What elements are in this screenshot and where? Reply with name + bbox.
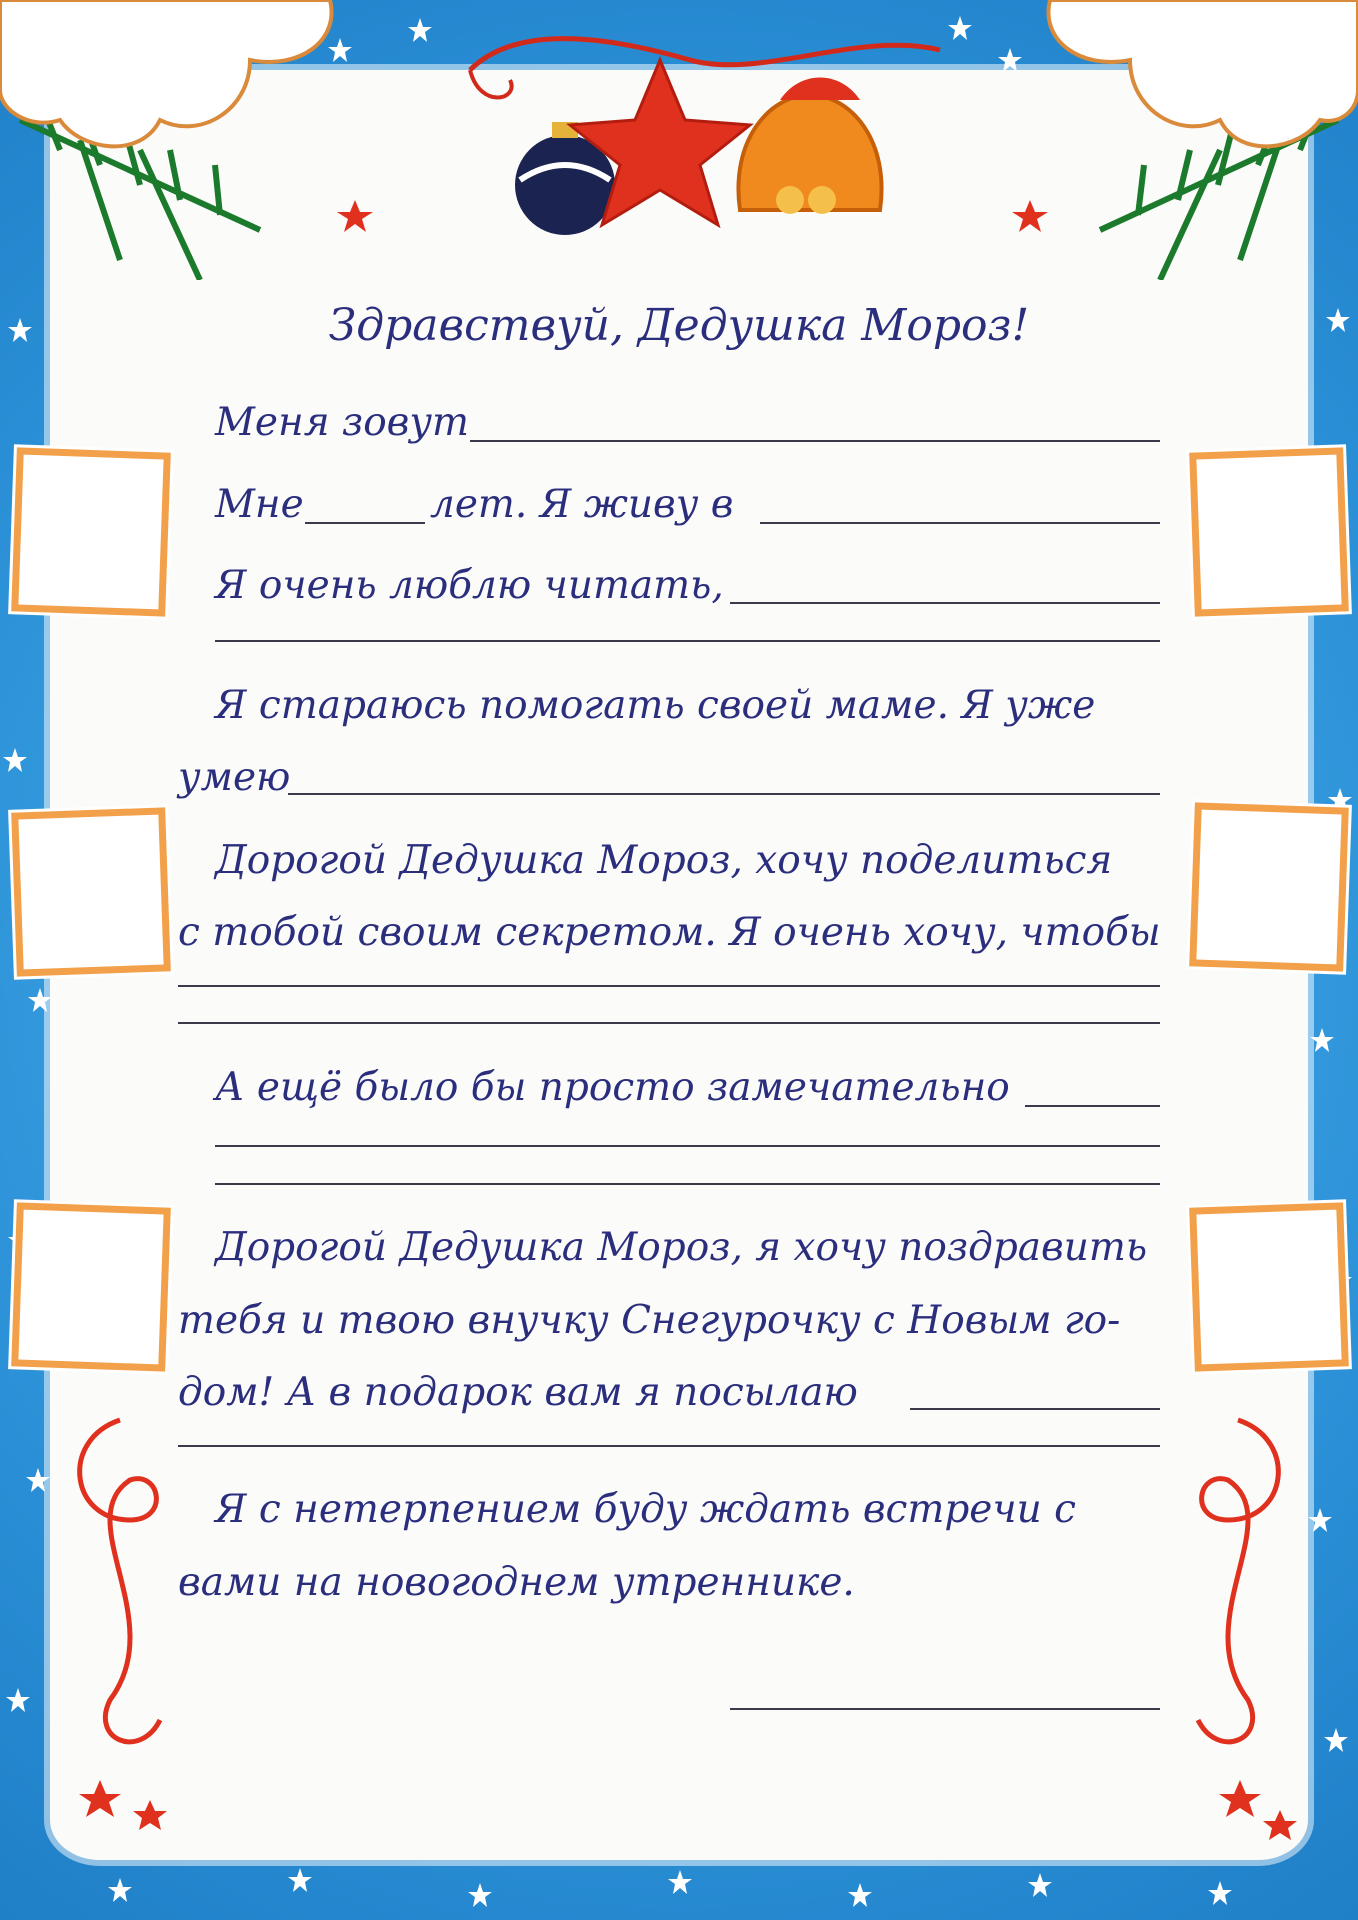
gift-field-1[interactable] — [910, 1408, 1160, 1410]
line-reading: Я очень люблю читать, — [215, 563, 724, 608]
line-can: умею — [178, 755, 291, 800]
age-field[interactable] — [305, 522, 425, 524]
reading-field-1[interactable] — [730, 602, 1160, 604]
line-waiting-1: Я с нетерпением буду ждать встречи с — [215, 1487, 1077, 1532]
line-secret-2: с тобой своим секретом. Я очень хочу, чтобы — [178, 910, 1161, 955]
line-city-label: лет. Я живу в — [430, 482, 734, 527]
gift-field-2[interactable] — [178, 1445, 1160, 1447]
line-gift: дом! А в подарок вам я посылаю — [178, 1370, 858, 1415]
extra-wish-field-3[interactable] — [215, 1183, 1160, 1185]
line-wonderful: А ещё было бы просто замечательно — [215, 1065, 1010, 1110]
line-congrats-2: тебя и твою внучку Снегурочку с Новым го- — [178, 1298, 1121, 1343]
signature-field[interactable] — [730, 1708, 1160, 1710]
skills-field[interactable] — [288, 793, 1160, 795]
city-field[interactable] — [760, 522, 1160, 524]
line-age-label: Мне — [215, 482, 304, 527]
line-helping: Я стараюсь помогать своей маме. Я уже — [215, 683, 1096, 728]
wish-field-1[interactable] — [178, 985, 1160, 987]
line-congrats-1: Дорогой Дедушка Мороз, я хочу поздравить — [215, 1225, 1148, 1270]
line-secret-1: Дорогой Дедушка Мороз, хочу поделиться — [215, 838, 1113, 883]
line-waiting-2: вами на новогоднем утреннике. — [178, 1560, 855, 1605]
wish-field-2[interactable] — [178, 1022, 1160, 1024]
reading-field-2[interactable] — [215, 640, 1160, 642]
line-name: Меня зовут — [215, 400, 469, 445]
extra-wish-field-2[interactable] — [215, 1145, 1160, 1147]
letter-title: Здравствуй, Дедушка Мороз! — [328, 300, 1030, 351]
name-field[interactable] — [470, 440, 1160, 442]
extra-wish-field-1[interactable] — [1025, 1105, 1160, 1107]
